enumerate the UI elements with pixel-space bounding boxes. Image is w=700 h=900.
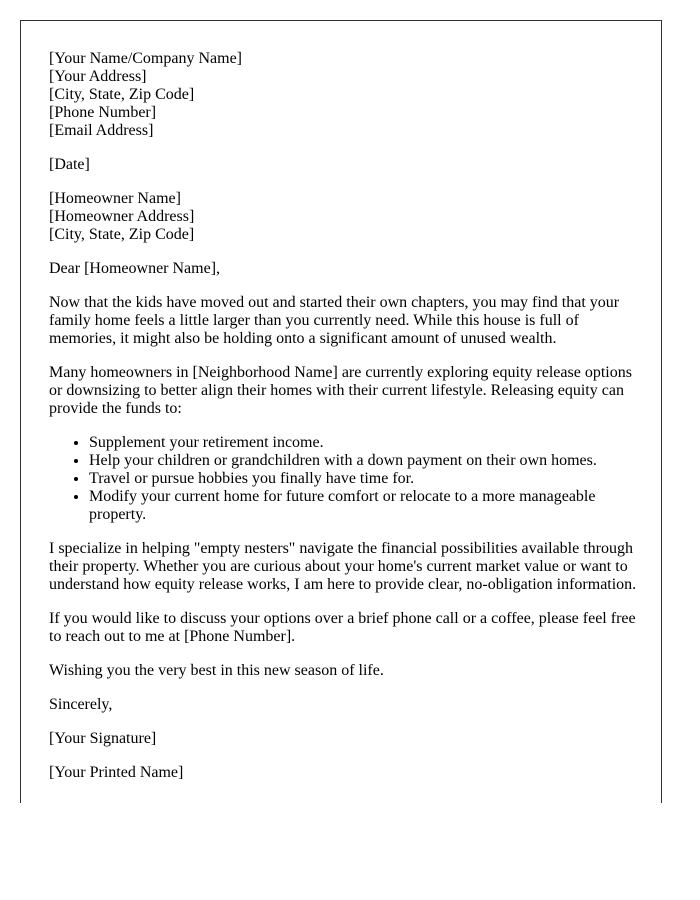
date: [Date] [49, 156, 90, 173]
list-item: • Supplement your retirement income. [89, 434, 641, 452]
recipient-name: [Homeowner Name] [49, 190, 181, 207]
list-item: • Modify your current home for future comfort or relocate to a more manageable property. [89, 488, 641, 524]
sender-block [49, 50, 641, 140]
paragraph-wishes: Wishing you the very best in this new season of life. [49, 662, 384, 679]
recipient-address: [Homeowner Address] [49, 208, 195, 225]
list-item: • Travel or pursue hobbies you finally have time for. [89, 470, 641, 488]
printed-name: [Your Printed Name] [49, 764, 184, 781]
recipient-city: [City, State, Zip Code] [49, 226, 195, 243]
sender-city: [City, State, Zip Code] [49, 86, 195, 103]
letter-page [20, 20, 662, 803]
sender-address: [Your Address] [49, 68, 147, 85]
signature: [Your Signature] [49, 730, 157, 747]
sender-email: [Email Address] [49, 122, 154, 139]
paragraph-specialize: I specialize in helping "empty nesters" navigate the financial possibilities available through their property. Whether you are curious about your home's current market value or want to understand how equity release works, I am here to provide clear, no-obligation information. [49, 540, 637, 593]
closing: Sincerely, [49, 696, 113, 713]
paragraph-intro: Now that the kids have moved out and started their own chapters, you may find that your family home feels a little larger than you currently need. While this house is full of memories, it might also be holding onto a significant amount of unused wealth. [49, 294, 620, 347]
sender-name: [Your Name/Company Name] [49, 50, 243, 67]
paragraph-equity: Many homeowners in [Neighborhood Name] are currently exploring equity release options or downsizing to better align their homes with their current lifestyle. Releasing equity can provide the funds to: [49, 364, 632, 417]
benefits-list [49, 434, 641, 524]
paragraph-contact: If you would like to discuss your options over a brief phone call or a coffee, please feel free to reach out to me at [Phone Number]. [49, 610, 636, 645]
sender-phone: [Phone Number] [49, 104, 157, 121]
list-item: • Help your children or grandchildren with a down payment on their own homes. [89, 452, 641, 470]
salutation: Dear [Homeowner Name], [49, 260, 221, 277]
recipient-block [49, 190, 641, 244]
